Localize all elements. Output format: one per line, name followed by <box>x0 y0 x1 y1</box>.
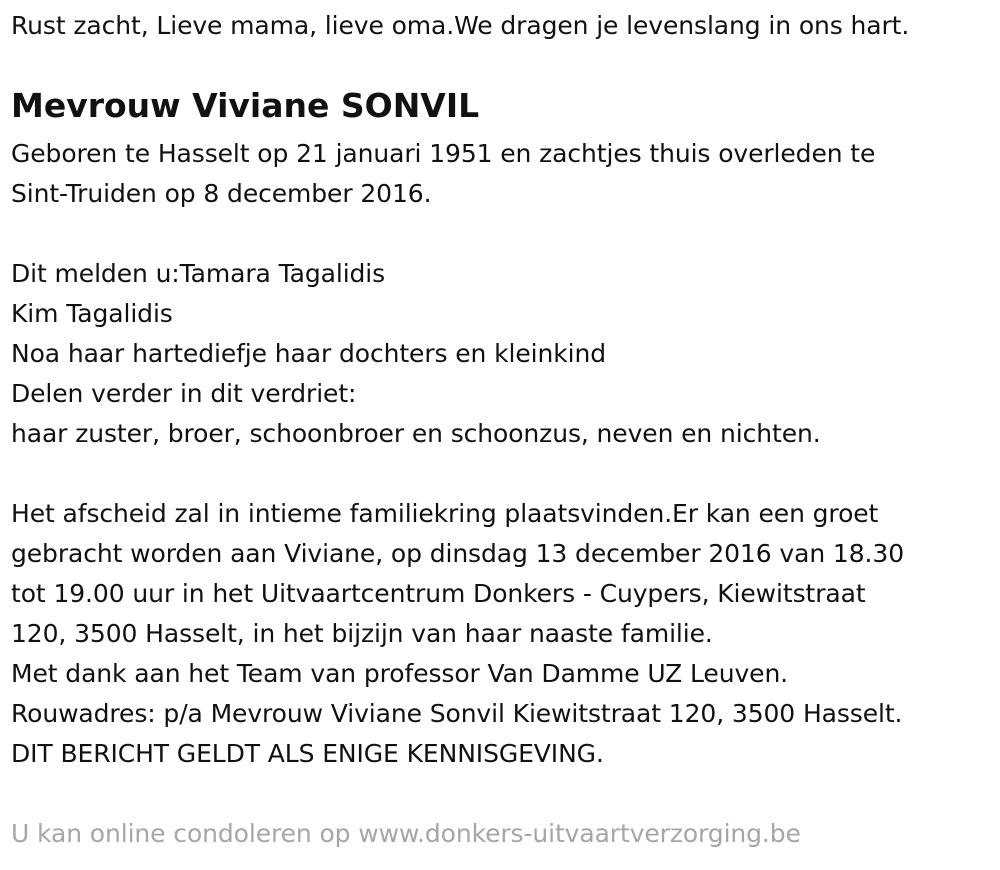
family-announcement <box>11 254 821 454</box>
farewell-line: 120, 3500 Hasselt, in het bijzijn van haar naaste familie. <box>11 619 713 648</box>
farewell-line: Rouwadres: p/a Mevrouw Viviane Sonvil Kiewitstraat 120, 3500 Hasselt. <box>11 699 903 728</box>
farewell-line: Met dank aan het Team van professor Van Damme UZ Leuven. <box>11 659 789 688</box>
deceased-name: Mevrouw Viviane SONVIL <box>11 86 480 125</box>
family-line: Dit melden u:Tamara Tagalidis <box>11 259 386 288</box>
birth-death-details <box>11 134 875 214</box>
family-line: Kim Tagalidis <box>11 299 173 328</box>
farewell-line: DIT BERICHT GELDT ALS ENIGE KENNISGEVING. <box>11 739 604 768</box>
dedication-text: Rust zacht, Lieve mama, lieve oma.We dragen je levenslang in ons hart. <box>11 11 910 40</box>
family-line: Delen verder in dit verdriet: <box>11 379 357 408</box>
family-line: haar zuster, broer, schoonbroer en schoonzus, neven en nichten. <box>11 419 821 448</box>
birth-line: Geboren te Hasselt op 21 januari 1951 en zachtjes thuis overleden te <box>11 139 876 168</box>
farewell-details <box>11 494 904 774</box>
family-line: Noa haar hartediefje haar dochters en kleinkind <box>11 339 606 368</box>
birth-line: Sint-Truiden op 8 december 2016. <box>11 179 432 208</box>
condolence-footer: U kan online condoleren op www.donkers-uitvaartverzorging.be <box>11 819 801 848</box>
farewell-line: Het afscheid zal in intieme familiekring plaatsvinden.Er kan een groet <box>11 499 879 528</box>
farewell-line: gebracht worden aan Viviane, op dinsdag 13 december 2016 van 18.30 <box>11 539 904 568</box>
farewell-line: tot 19.00 uur in het Uitvaartcentrum Donkers - Cuypers, Kiewitstraat <box>11 579 866 608</box>
